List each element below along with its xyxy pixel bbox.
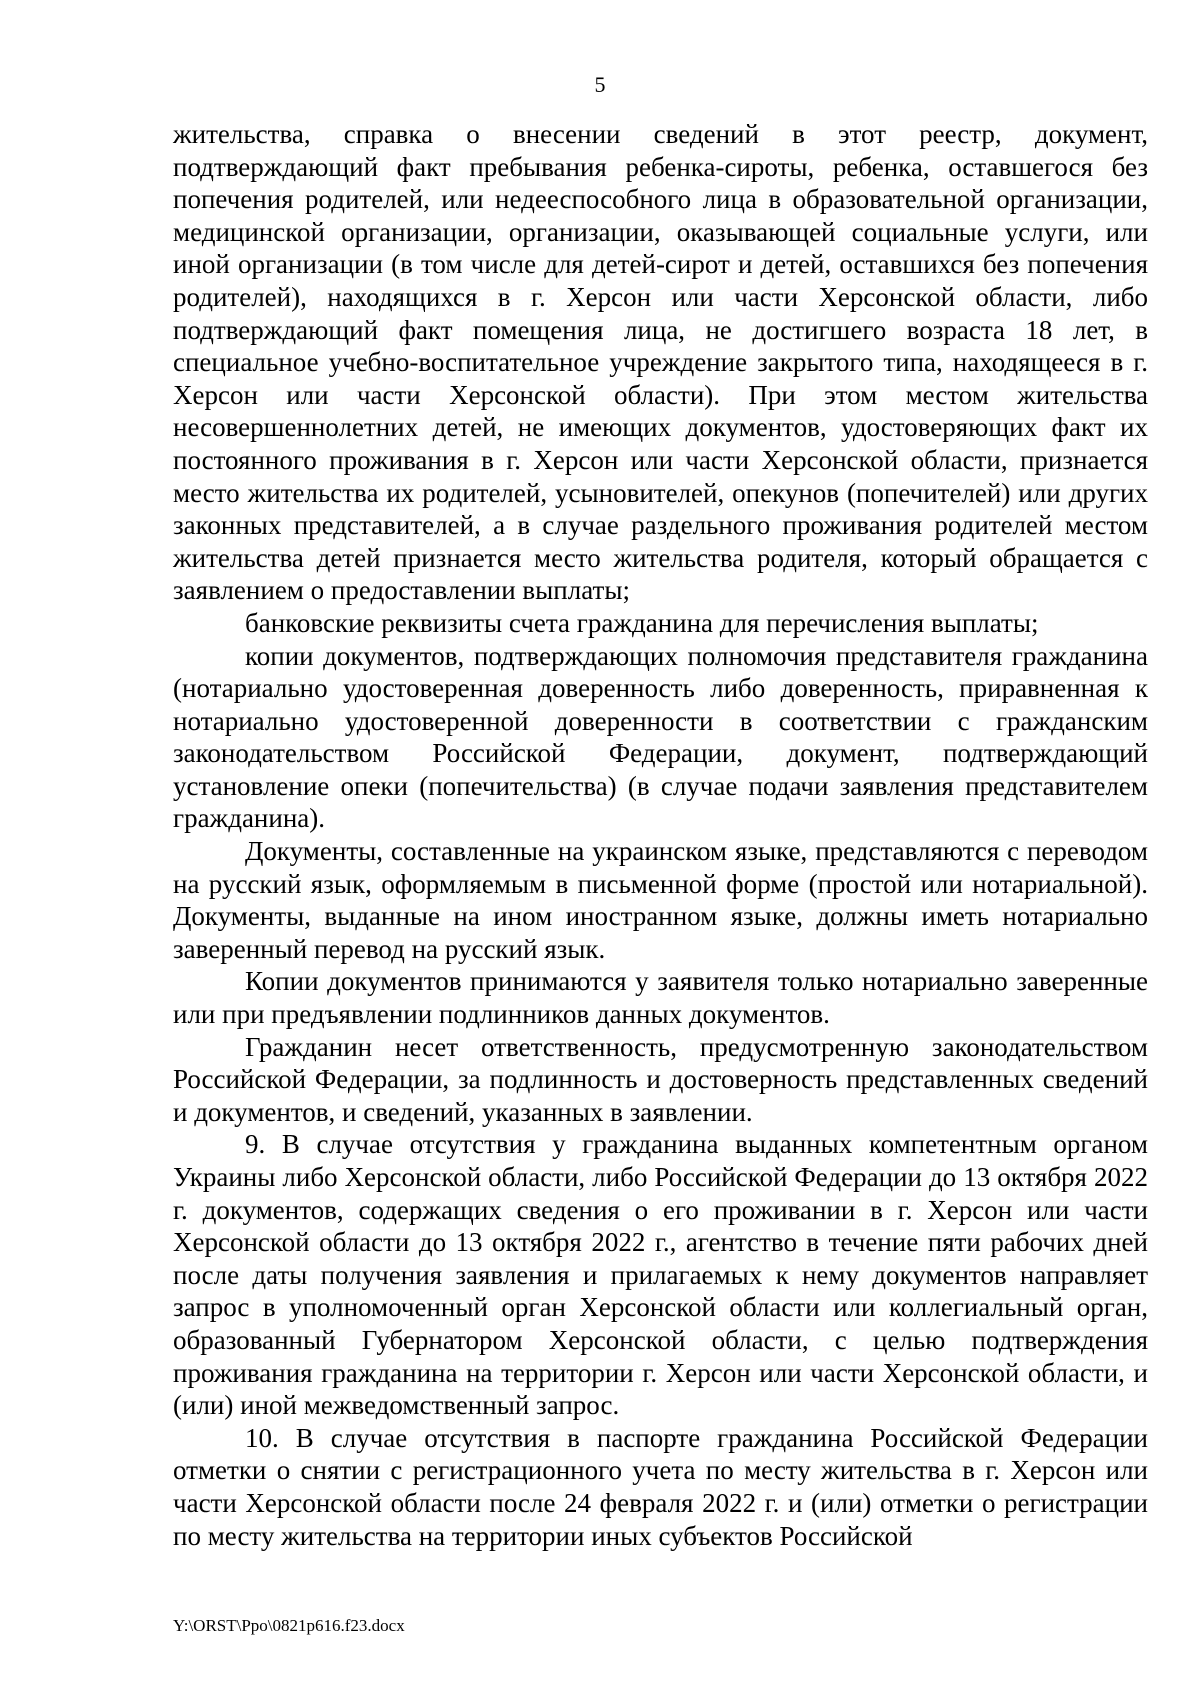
paragraph: жительства, справка о внесении сведений в этот реестр, документ, подтверждающий факт пребывания ребенка-сироты, ребенка, оставшегося без попечения родителей, или недееспособного лица в образовательной организации, медицинской организации, организации, оказывающей социальные услуги, или иной организации (в том числе для детей-сирот и детей, оставшихся без попечения родителей), находящихся в г. Херсон или части Херсонской области, либо подтверждающий факт помещения лица, не достигшего возраста 18 лет, в специальное учебно-воспитательное учреждение закрытого типа, находящееся в г. Херсон или части Херсонской области). При этом местом жительства несовершеннолетних детей, не имеющих документов, удостоверяющих факт их постоянного проживания в г. Херсон или части Херсонской области, признается место жительства их родителей, усыновителей, опекунов (попечителей) или других законных представителей, а в случае раздельного проживания родителей местом жительства детей признается место жительства родителя, который обращается с заявлением о предоставлении выплаты; (173, 119, 1148, 606)
document-body (173, 118, 1148, 1552)
paragraph: Документы, составленные на украинском языке, представляются с переводом на русский язык, оформляемым в письменной форме (простой или нотариальной). Документы, выданные на ином иностранном языке, должны иметь нотариально заверенный перевод на русский язык. (173, 836, 1148, 964)
paragraph: 10. В случае отсутствия в паспорте гражданина Российской Федерации отметки о снятии с регистрационного учета по месту жительства в г. Херсон или части Херсонской области после 24 февраля 2022 г. и (или) отметки о регистрации по месту жительства на территории иных субъектов Российской (173, 1422, 1148, 1551)
paragraph: Гражданин несет ответственность, предусмотренную законодательством Российской Федерации, за подлинность и достоверность представленных сведений и документов, и сведений, указанных в заявлении. (173, 1031, 1148, 1127)
footer-file-path: Y:\ORST\Ppo\0821p616.f23.docx (173, 1616, 405, 1635)
paragraph: 9. В случае отсутствия у гражданина выданных компетентным органом Украины либо Херсонской области, либо Российской Федерации до 13 октября 2022 г. документов, содержащих сведения о его проживании в г. Херсон или части Херсонской области до 13 октября 2022 г., агентство в течение пяти рабочих дней после даты получения заявления и прилагаемых к нему документов направляет запрос в уполномоченный орган Херсонской области или коллегиальный орган, образованный Губернатором Херсонской области, с целью подтверждения проживания гражданина на территории г. Херсон или части Херсонской области, и (или) иной межведомственный запрос. (173, 1129, 1148, 1421)
paragraph: копии документов, подтверждающих полномочия представителя гражданина (нотариально удостоверенная доверенность либо доверенность, приравненная к нотариально удостоверенной доверенности в соответствии с гражданским законодательством Российской Федерации, документ, подтверждающий установление опеки (попечительства) (в случае подачи заявления представителем гражданина). (173, 640, 1148, 834)
paragraph: банковские реквизиты счета гражданина для перечисления выплаты; (245, 607, 1039, 638)
page-number: 5 (594, 72, 606, 97)
paragraph: Копии документов принимаются у заявителя только нотариально заверенные или при предъявлении подлинников данных документов. (173, 966, 1148, 1030)
